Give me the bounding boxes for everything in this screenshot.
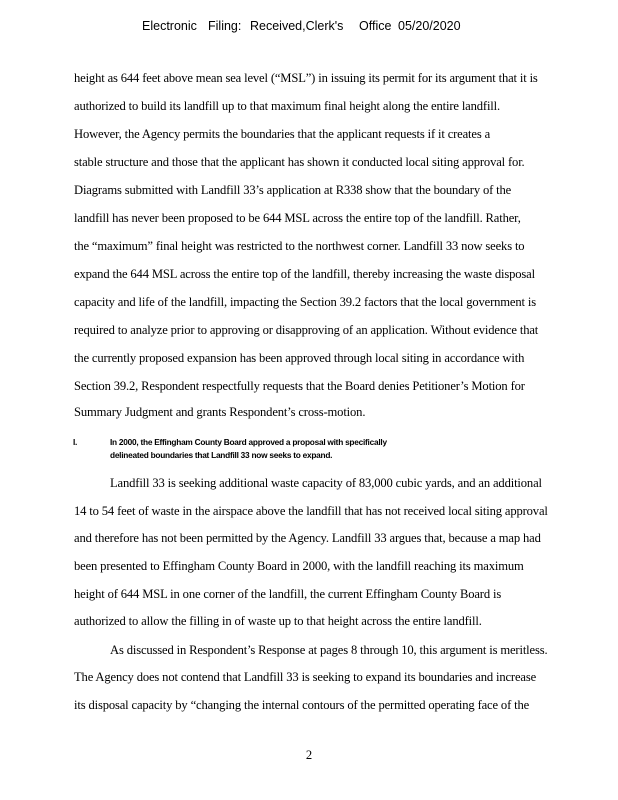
body-line: required to analyze prior to approving or disapproving of an application. Without evidence that bbox=[74, 323, 539, 337]
section-numeral: I. bbox=[73, 437, 78, 447]
body-line: The Agency does not contend that Landfill 33 is seeking to expand its boundaries and increase bbox=[74, 670, 537, 684]
header-filing: Filing: bbox=[208, 19, 242, 33]
body-line: As discussed in Respondent’s Response at pages 8 through 10, this argument is meritless. bbox=[110, 643, 548, 657]
body-line: height as 644 feet above mean sea level (“MSL”) in issuing its permit for its argument that it is bbox=[74, 71, 538, 85]
body-line: stable structure and those that the applicant has shown it conducted local siting approval for. bbox=[74, 155, 525, 169]
body-line: been presented to Effingham County Board in 2000, with the landfill reaching its maximum bbox=[74, 559, 524, 573]
section-title-line: In 2000, the Effingham County Board approved a proposal with specifically bbox=[110, 437, 387, 447]
body-line: height of 644 MSL in one corner of the landfill, the current Effingham County Board is bbox=[74, 587, 502, 601]
body-line: authorized to allow the filling in of waste up to that height across the entire landfill. bbox=[74, 614, 482, 628]
body-line: capacity and life of the landfill, impacting the Section 39.2 factors that the local government is bbox=[74, 295, 536, 309]
body-line: landfill has never been proposed to be 644 MSL across the entire top of the landfill. Rather, bbox=[74, 211, 521, 225]
body-line: the currently proposed expansion has been approved through local siting in accordance with bbox=[74, 351, 525, 365]
body-line: 14 to 54 feet of waste in the airspace above the landfill that has not received local siting approval bbox=[74, 504, 548, 518]
body-line: authorized to build its landfill up to that maximum final height along the entire landfill. bbox=[74, 99, 500, 113]
section-title-line: delineated boundaries that Landfill 33 now seeks to expand. bbox=[110, 450, 333, 460]
page-number: 2 bbox=[305, 748, 313, 762]
header-received-clerks: Received,Clerk's bbox=[250, 19, 344, 33]
body-line: However, the Agency permits the boundaries that the applicant requests if it creates a bbox=[74, 127, 491, 141]
body-line: Summary Judgment and grants Respondent’s cross-motion. bbox=[74, 405, 366, 419]
header-electronic: Electronic bbox=[142, 19, 197, 33]
header-date: 05/20/2020 bbox=[398, 19, 461, 33]
body-line: Landfill 33 is seeking additional waste capacity of 83,000 cubic yards, and an additional bbox=[110, 476, 542, 490]
body-line: its disposal capacity by “changing the internal contours of the permitted operating face of the bbox=[74, 698, 530, 712]
body-line: Section 39.2, Respondent respectfully requests that the Board denies Petitioner’s Motion for bbox=[74, 379, 525, 393]
body-line: the “maximum” final height was restricted to the northwest corner. Landfill 33 now seeks to bbox=[74, 239, 525, 253]
header-office: Office bbox=[359, 19, 392, 33]
body-line: expand the 644 MSL across the entire top of the landfill, thereby increasing the waste disposal bbox=[74, 267, 535, 281]
body-line: Diagrams submitted with Landfill 33’s application at R338 show that the boundary of the bbox=[74, 183, 512, 197]
body-line: and therefore has not been permitted by the Agency. Landfill 33 argues that, because a map had bbox=[74, 531, 541, 545]
